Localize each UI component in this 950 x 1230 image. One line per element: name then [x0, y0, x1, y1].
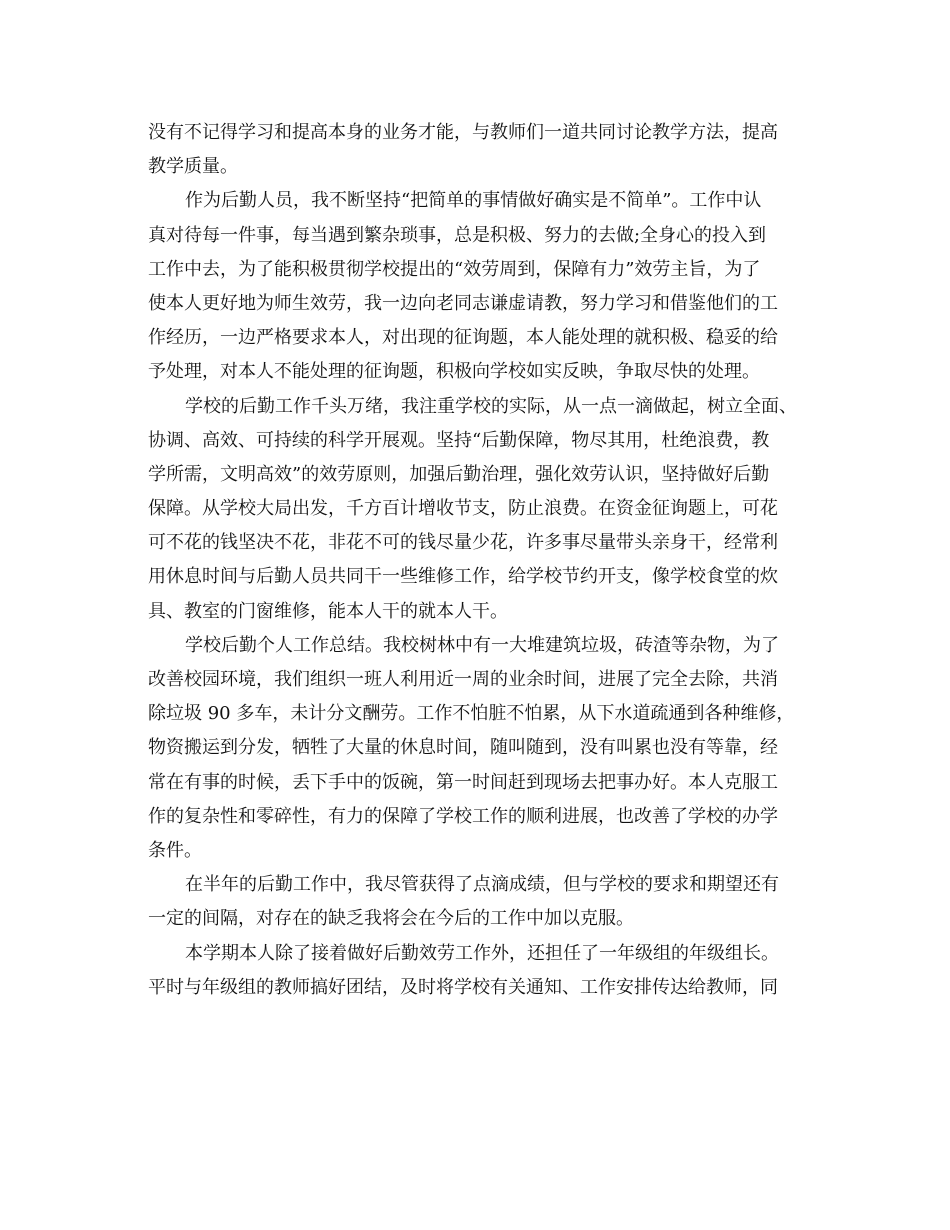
- text-line: 作经历，一边严格要求本人，对出现的征询题，本人能处理的就积极、稳妥的给: [148, 327, 778, 349]
- text-line: 没有不记得学习和提高本身的业务才能，与教师们一道共同讨论教学方法，提高: [148, 122, 778, 143]
- text-line: 平时与年级组的教师搞好团结，及时将学校有关通知、工作安排传达给教师，同: [148, 976, 778, 998]
- text-line: 条件。: [148, 839, 202, 861]
- text-line: 予处理，对本人不能处理的征询题，积极向学校如实反映，争取尽快的处理。: [148, 361, 760, 383]
- paragraph-first-line: 学校的后勤工作千头万绪，我注重学校的实际，从一点一滴做起，树立全面、: [185, 395, 797, 417]
- text-line: 具、教室的门窗维修，能本人干的就本人干。: [148, 600, 508, 622]
- text-line: 改善校园环境，我们组织一班人利用近一周的业余时间，进展了完全去除，共消: [148, 669, 778, 690]
- text-line: 真对待每一件事，每当遇到繁杂琐事，总是积极、努力的去做;全身心的投入到: [148, 224, 767, 246]
- text-line: 常在有事的时候，丢下手中的饭碗，第一时间赶到现场去把事办好。本人克服工: [148, 771, 778, 793]
- text-line: 除垃圾 90 多车，未计分文酬劳。工作不怕脏不怕累，从下水道疏通到各种维修，: [148, 703, 795, 725]
- text-line: 工作中去，为了能积极贯彻学校提出的“效劳周到，保障有力”效劳主旨，为了: [148, 258, 761, 280]
- text-line: 使本人更好地为师生效劳，我一边向老同志谦虚请教，努力学习和借鉴他们的工: [148, 292, 778, 314]
- document-body: [148, 116, 828, 1005]
- text-line: 学所需，文明高效”的效劳原则，加强后勤治理，强化效劳认识，坚持做好后勤: [148, 463, 770, 485]
- text-line: 教学质量。: [148, 156, 238, 178]
- paragraph-first-line: 作为后勤人员，我不断坚持“把简单的事情做好确实是不简单”。工作中认: [185, 190, 762, 212]
- text-line: 用休息时间与后勤人员共同干一些维修工作，给学校节约开支，像学校食堂的炊: [148, 566, 778, 588]
- text-line: 作的复杂性和零碎性，有力的保障了学校工作的顺利进展，也改善了学校的办学: [148, 805, 778, 827]
- text-line: 保障。从学校大局出发，千方百计增收节支，防止浪费。在资金征询题上，可花: [148, 498, 778, 520]
- paragraph-first-line: 学校后勤个人工作总结。我校树林中有一大堆建筑垃圾，砖渣等杂物，为了: [185, 634, 779, 656]
- text-line: 一定的间隔，对存在的缺乏我将会在今后的工作中加以克服。: [148, 908, 634, 930]
- text-line: 协调、高效、可持续的科学开展观。坚持“后勤保障，物尽其用，杜绝浪费，教: [148, 429, 770, 451]
- text-line: 物资搬运到分发，牺牲了大量的休息时间，随叫随到，没有叫累也没有等靠，经: [148, 737, 778, 759]
- paragraph-first-line: 在半年的后勤工作中，我尽管获得了点滴成绩，但与学校的要求和期望还有: [185, 874, 779, 896]
- paragraph-first-line: 本学期本人除了接着做好后勤效劳工作外，还担任了一年级组的年级组长。: [185, 942, 779, 964]
- text-line: 可不花的钱坚决不花，非花不可的钱尽量少花，许多事尽量带头亲身干，经常利: [148, 532, 778, 554]
